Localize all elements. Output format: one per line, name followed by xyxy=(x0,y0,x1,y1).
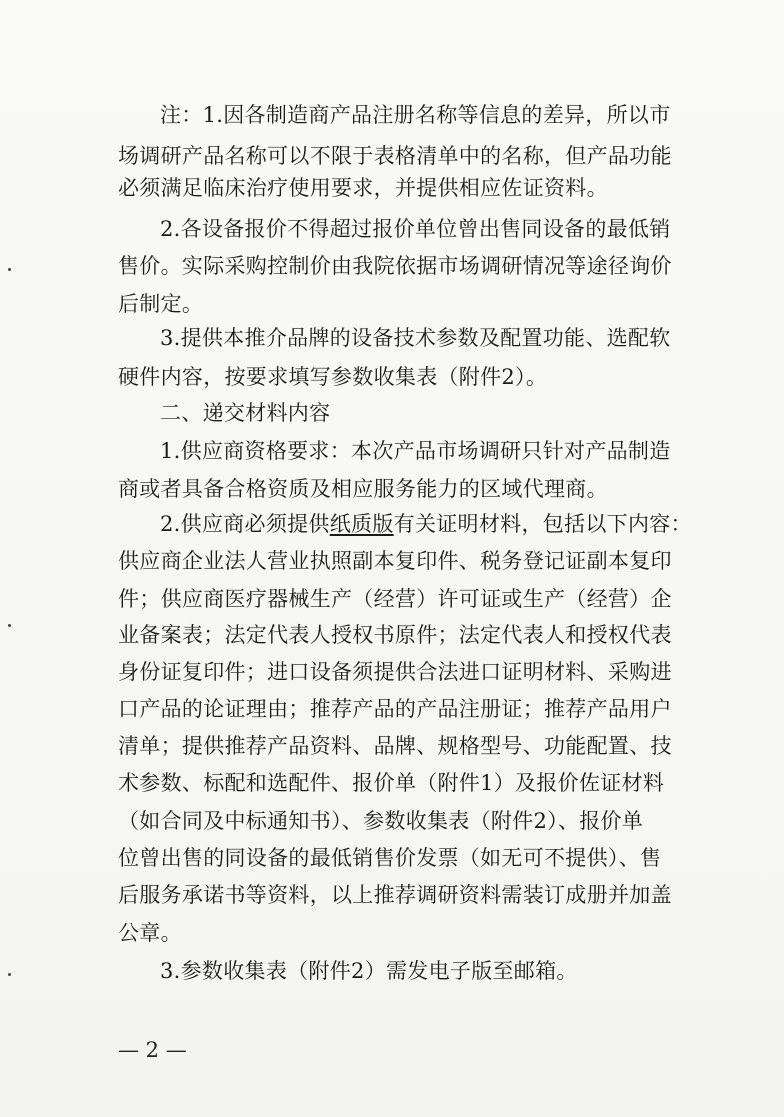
item-2-line-1 xyxy=(160,509,692,539)
item-2-line-7: 清单；提供推荐产品资料、品牌、规格型号、功能配置、技 xyxy=(118,734,672,758)
item-3-line-1: 3.参数收集表（附件2）需发电子版至邮箱。 xyxy=(160,959,578,983)
page-number: — 2 — xyxy=(118,1038,187,1062)
item-2-line-2: 供应商企业法人营业执照副本复印件、税务登记证副本复印 xyxy=(118,549,672,573)
item-2-line-8: 术参数、标配和选配件、报价单（附件1）及报价佐证材料 xyxy=(118,771,665,795)
note-line-1: 注：1.因各制造商产品注册名称等信息的差异，所以市 xyxy=(160,103,671,127)
note-2-line-1: 2.各设备报价不得超过报价单位曾出售同设备的最低销 xyxy=(160,217,671,241)
scan-dot xyxy=(8,268,11,271)
item-1-line-2: 商或者具备合格资质及相应服务能力的区域代理商。 xyxy=(118,477,608,501)
item-1-line-1: 1.供应商资格要求：本次产品市场调研只针对产品制造 xyxy=(160,439,671,463)
item-2-line-10: 位曾出售的同设备的最低销售价发票（如无可不提供）、售 xyxy=(118,846,662,870)
item-2-line-12: 公章。 xyxy=(118,921,182,945)
note-3-line-1: 3.提供本推介品牌的设备技术参数及配置功能、选配软 xyxy=(160,326,671,350)
item-2-line-6: 口产品的论证理由；推荐产品的产品注册证；推荐产品用户 xyxy=(118,697,672,721)
item-2-suffix: 有关证明材料，包括以下内容： xyxy=(393,512,692,536)
item-2-line-3: 件；供应商医疗器械生产（经营）许可证或生产（经营）企 xyxy=(118,587,672,611)
note-line-2: 场调研产品名称可以不限于表格清单中的名称，但产品功能 xyxy=(118,144,672,168)
item-2-prefix: 2.供应商必须提供 xyxy=(160,512,330,536)
item-2-line-4: 业备案表；法定代表人授权书原件；法定代表人和授权代表 xyxy=(118,623,672,647)
note-2-line-2: 售价。实际采购控制价由我院依据市场调研情况等途径询价 xyxy=(118,254,672,278)
note-2-line-3: 后制定。 xyxy=(118,292,204,316)
item-2-line-5: 身份证复印件；进口设备须提供合法进口证明材料、采购进 xyxy=(118,660,672,684)
section-heading: 二、递交材料内容 xyxy=(160,401,331,425)
note-3-line-2: 硬件内容，按要求填写参数收集表（附件2）。 xyxy=(118,365,548,389)
scan-dot xyxy=(8,624,11,627)
item-2-line-9: （如合同及中标通知书）、参数收集表（附件2）、报价单 xyxy=(118,809,644,833)
paper-version-underlined: 纸质版 xyxy=(329,512,394,536)
note-line-3: 必须满足临床治疗使用要求，并提供相应佐证资料。 xyxy=(118,176,608,200)
scan-dot xyxy=(8,973,11,976)
item-2-line-11: 后服务承诺书等资料，以上推荐调研资料需装订成册并加盖 xyxy=(118,883,672,907)
